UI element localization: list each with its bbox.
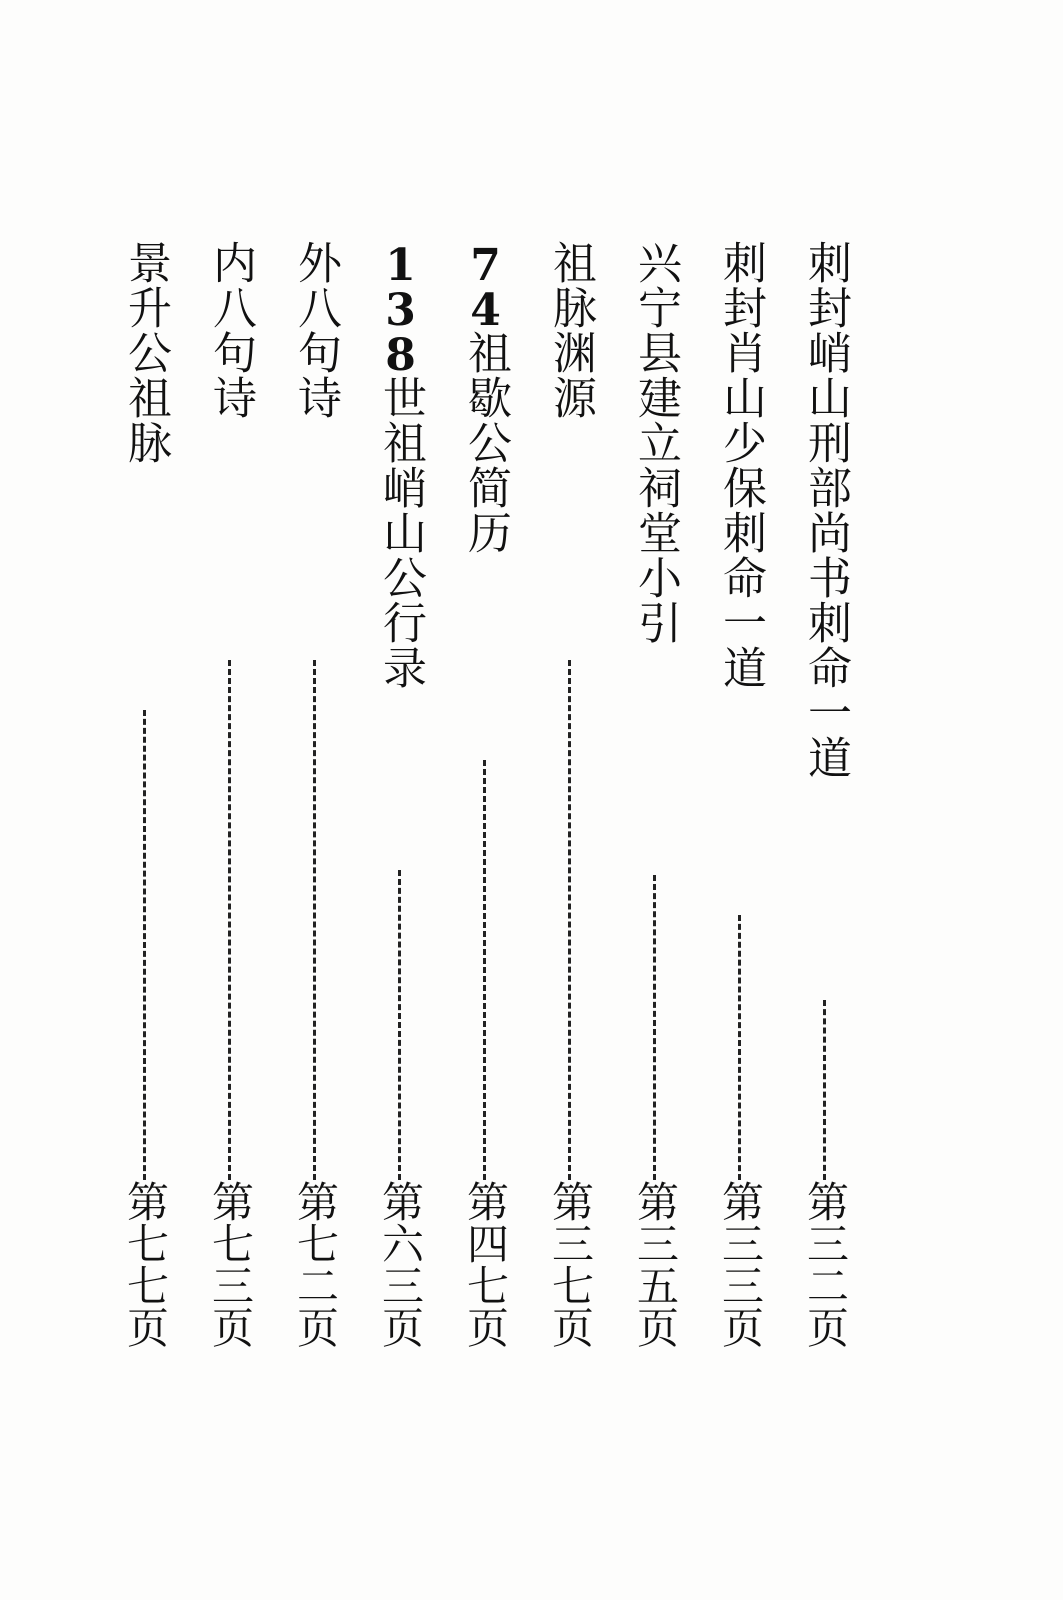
toc-entry-4 [542,240,598,1380]
dotted-leader [738,915,741,1180]
toc-entry-page: 第四七页 [461,1180,510,1348]
toc-entry-page: 第三三页 [716,1180,765,1348]
dotted-leader [143,710,146,1180]
toc-entry-title [457,240,513,555]
toc-entry-9 [117,240,173,1380]
toc-entry-5 [457,240,513,1380]
dotted-leader [313,660,316,1180]
toc-entry-title-text: 祖歇公简历 [460,330,511,555]
toc-entry-number: 138 [375,240,426,375]
toc-entry-title: 兴宁县建立祠堂小引 [630,240,681,645]
toc-entry-1 [797,240,853,1380]
toc-entry-title-text: 世祖峭山公行录 [375,375,426,690]
toc-entry-title [372,240,428,690]
toc-entry-number: 74 [460,240,511,330]
toc-entry-title: 刺封肖山少保刺命一道 [715,240,766,690]
toc-entry-page: 第七七页 [121,1180,170,1348]
dotted-leader [398,870,401,1180]
toc-entry-page: 第三五页 [631,1180,680,1348]
toc-entry-page: 第三二页 [801,1180,850,1348]
toc-entry-6 [372,240,428,1380]
toc-entry-2 [712,240,768,1380]
toc-entry-page: 第六三页 [376,1180,425,1348]
toc-entry-page: 第七二页 [291,1180,340,1348]
dotted-leader [568,660,571,1180]
toc-entry-title: 祖脉渊源 [545,240,596,420]
dotted-leader [228,660,231,1180]
toc-entry-page: 第三七页 [546,1180,595,1348]
toc-entry-3 [627,240,683,1380]
toc-entry-8 [202,240,258,1380]
toc-entry-page: 第七三页 [206,1180,255,1348]
toc-entry-title: 刺封峭山刑部尚书刺命一道 [800,240,851,780]
toc-entry-7 [287,240,343,1380]
toc-entry-title: 内八句诗 [205,240,256,420]
dotted-leader [483,760,486,1180]
toc-entry-title: 外八句诗 [290,240,341,420]
toc-entry-title: 景升公祖脉 [120,240,171,465]
dotted-leader [823,1000,826,1180]
dotted-leader [653,875,656,1180]
